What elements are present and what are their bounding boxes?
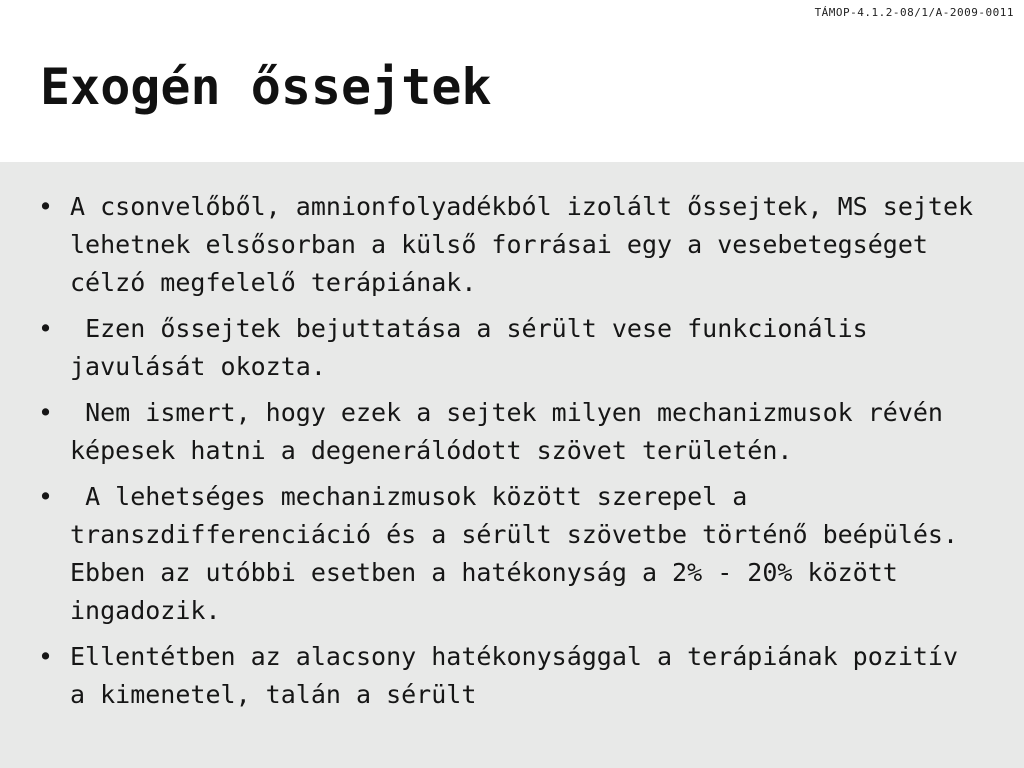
bullet-icon: • — [38, 642, 54, 671]
bullet-icon: • — [38, 398, 54, 427]
bullet-text: Nem ismert, hogy ezek a sejtek milyen mechanizmusok révén képesek hatni a degenerálódott szövet területén. — [70, 398, 959, 465]
bullet-item — [0, 478, 1000, 630]
bullet-text: A lehetséges mechanizmusok között szerepel a transzdifferenciáció és a sérült szövetbe történő beépülés. Ebben az utóbbi esetben a hatékonyság a 2% - 20% között ingadozik. — [70, 482, 974, 625]
bullet-icon: • — [38, 482, 54, 511]
bullet-icon: • — [38, 192, 54, 221]
slide-content — [0, 162, 1024, 768]
bullet-text: Ellentétben az alacsony hatékonysággal a terápiának pozitív a kimenetel, talán a sérült — [70, 642, 959, 709]
bullet-item — [0, 188, 1000, 302]
bullet-item — [0, 638, 1000, 714]
bullet-list — [0, 188, 1000, 722]
bullet-icon: • — [38, 314, 54, 343]
bullet-text: A csonvelőből, amnionfolyadékból izolált őssejtek, MS sejtek lehetnek elsősorban a külső forrásai egy a vesebetegséget célzó megfelelő terápiának. — [70, 192, 974, 297]
bullet-item — [0, 394, 1000, 470]
slide-header — [0, 0, 1024, 162]
slide-title: Exogén őssejtek — [40, 58, 492, 116]
bullet-item — [0, 310, 1000, 386]
bullet-text: Ezen őssejtek bejuttatása a sérült vese funkcionális javulását okozta. — [70, 314, 883, 381]
project-code: TÁMOP-4.1.2-08/1/A-2009-0011 — [814, 6, 1014, 19]
